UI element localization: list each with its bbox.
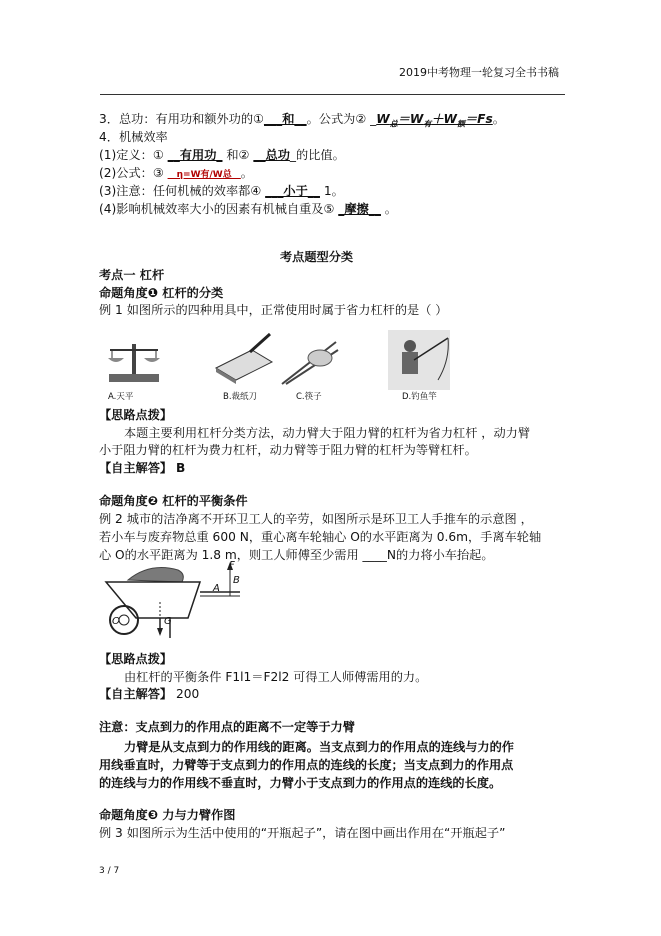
example2-line2: 若小车与废弃物总重 600 N，重心离车轮轴心 O的水平距离为 0.6m，手离车轮轴 bbox=[99, 530, 542, 544]
example2-line3: 心 O的水平距离为 1.8 m，则工人师傅至少需用 ____N的力将小车抬起。 bbox=[99, 548, 494, 562]
label-g: G bbox=[164, 616, 172, 627]
hint-label-1: 【思路点拨】 bbox=[99, 408, 173, 422]
total-work-line: 3．总功：有用功和额外功的①___和__。公式为② $\_W_总=W_有+W_额=Fs$。 bbox=[99, 112, 505, 129]
label-f: F bbox=[229, 560, 235, 571]
note-line1: 力臂是从支点到力的作用线的距离。当支点到力的作用点的连线与力的作 bbox=[124, 740, 514, 754]
note-title: 注意：支点到力的作用点的距离不一定等于力臂 bbox=[99, 720, 355, 734]
angle3-title: 命题角度❸ 力与力臂作图 bbox=[99, 808, 236, 822]
caption-b: B.裁纸刀 bbox=[223, 392, 258, 402]
label-b: B bbox=[233, 575, 240, 586]
note-line2: 用线垂直时，力臂等于支点到力的作用点的连线的长度；当支点到力的作用点 bbox=[99, 758, 514, 772]
wheelbarrow-figure bbox=[100, 562, 250, 648]
angle2-title: 命题角度❷ 杠杆的平衡条件 bbox=[99, 494, 248, 508]
section-title: 考点题型分类 bbox=[280, 250, 354, 264]
caption-c: C.筷子 bbox=[296, 392, 322, 402]
fishing-rod-figure bbox=[388, 330, 450, 390]
note-line: (3)注意：任何机械的效率都④ ___小于__ 1。 bbox=[99, 184, 344, 198]
page-header: 2019中考物理一轮复习全书书稿 bbox=[399, 66, 559, 79]
answer2-line: 【自主解答】 200 bbox=[99, 687, 200, 701]
example1-question: 例 1 如图所示的四种用具中，正常使用时属于省力杠杆的是（ ） bbox=[99, 303, 448, 317]
page-number: 3 / 7 bbox=[99, 866, 120, 876]
balance-figure bbox=[104, 330, 164, 390]
label-a: A bbox=[213, 583, 220, 594]
hint1-line2: 小于阻力臂的杠杆为费力杠杆，动力臂等于阻力臂的杠杆为等臂杠杆。 bbox=[99, 443, 477, 457]
hint-label-2: 【思路点拨】 bbox=[99, 652, 173, 666]
note-line3: 的连线与力的作用线不垂直时，力臂小于支点到力的作用点的连线的长度。 bbox=[99, 776, 502, 790]
hint1-line1: 本题主要利用杠杆分类方法，动力臂大于阻力臂的杠杆为省力杠杆 ，动力臂 bbox=[124, 426, 531, 440]
angle1-title: 命题角度❶ 杠杆的分类 bbox=[99, 286, 224, 300]
label-o: O bbox=[112, 616, 120, 627]
formula-line: (2)公式：③ __η=W有/W总__。 bbox=[99, 166, 253, 180]
example3-question: 例 3 如图所示为生活中使用的“开瓶起子”，请在图中画出作用在“开瓶起子” bbox=[99, 826, 506, 840]
chopsticks-figure bbox=[280, 332, 340, 388]
answer1-line: 【自主解答】 B bbox=[99, 461, 186, 475]
hint2-line1: 由杠杆的平衡条件 F1l1＝F2l2 可得工人师傅需用的力。 bbox=[124, 670, 428, 684]
factor-line: (4)影响机械效率大小的因素有机械自重及⑤ _摩擦__ 。 bbox=[99, 202, 397, 216]
caption-d: D.钓鱼竿 bbox=[402, 392, 437, 402]
topic-title: 考点一 杠杆 bbox=[99, 268, 165, 282]
header-rule bbox=[100, 94, 565, 95]
example2-line1: 例 2 城市的洁净离不开环卫工人的辛劳，如图所示是环卫工人手推车的示意图 ， bbox=[99, 512, 533, 526]
efficiency-heading: 4．机械效率 bbox=[99, 130, 168, 144]
definition-line: (1)定义：① __有用功_ 和② __总功_的比值。 bbox=[99, 148, 345, 162]
caption-a: A.天平 bbox=[108, 392, 134, 402]
paper-cutter-figure bbox=[212, 330, 276, 390]
